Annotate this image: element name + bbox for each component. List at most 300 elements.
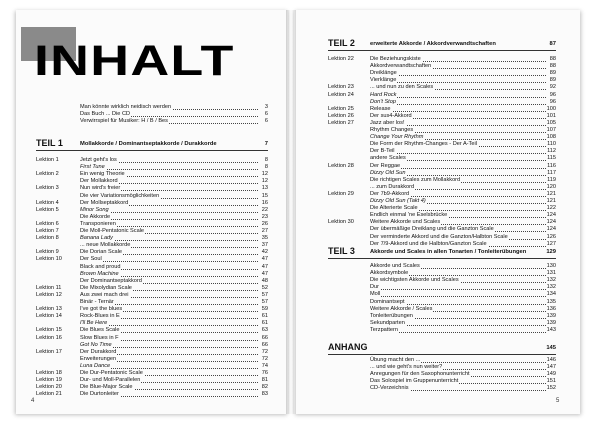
entry-page-number: 35 <box>258 235 268 242</box>
entry-page-number: 127 <box>546 240 556 247</box>
entry-title: Der B-Teil <box>370 148 395 155</box>
entry-title: Rock-Blues in E <box>80 313 120 320</box>
entry-page-number: 81 <box>258 377 268 384</box>
entry-title: Übung macht den ... <box>370 357 421 363</box>
entry-page-number: 126 <box>546 233 556 240</box>
entry-title: Die Form der Rhythm-Changes - Der A-Teil <box>370 141 477 148</box>
toc-entry <box>328 320 556 327</box>
entry-page-number: 59 <box>258 306 268 313</box>
toc-entry <box>328 364 556 371</box>
entry-page-number: 124 <box>546 219 556 226</box>
entry-page-number: 131 <box>546 270 556 277</box>
entry-page-number: 82 <box>258 384 268 391</box>
toc-entry <box>36 221 268 228</box>
entry-title: Nun wird's freier <box>80 185 121 192</box>
entry-title: Aus zwei mach drei <box>80 291 129 298</box>
entry-page-number: 13 <box>258 185 268 192</box>
entry-page-number: 117 <box>547 169 556 176</box>
entry-page-number: 88 <box>546 56 556 63</box>
toc-entry <box>328 77 556 84</box>
entry-page-number: 12 <box>258 178 268 185</box>
entry-title: Der sus4-Akkord <box>370 112 412 119</box>
toc-entry <box>36 292 268 299</box>
entry-page-number: 151 <box>546 378 556 385</box>
teil3-heading-page-number: 129 <box>546 249 556 255</box>
toc-entry <box>328 191 556 198</box>
entry-title: Der Dominantseptakkord <box>80 277 142 284</box>
toc-entry <box>36 242 268 249</box>
entry-title: Erweiterungen <box>80 355 117 362</box>
entry-page-number: 61 <box>258 313 268 320</box>
entry-page-number: 146 <box>546 357 556 363</box>
toc-entry <box>328 134 556 141</box>
entry-page-number: 61 <box>258 320 268 327</box>
toc-entry <box>328 299 556 306</box>
teil1-heading-label: TEIL 1 <box>36 138 63 148</box>
entry-title: Verwirrspiel für Musiker: H / B / Bes <box>80 118 168 125</box>
entry-page-number: 122 <box>546 205 556 212</box>
toc-entry <box>36 104 268 111</box>
entry-page-number: 100 <box>546 105 556 112</box>
book-gutter <box>286 10 296 414</box>
section-rule <box>328 354 556 355</box>
toc-entry <box>36 370 268 377</box>
entry-title: Weitere Akkorde / Scales <box>370 305 433 312</box>
section-rule <box>328 50 556 51</box>
toc-entry <box>328 170 556 177</box>
entry-title: Man könnte wirklich neidisch werden <box>80 104 172 110</box>
left-page-number: 4 <box>31 398 35 404</box>
toc-entry <box>328 70 556 77</box>
toc-entry <box>36 171 268 178</box>
lesson-label: Lektion 10 <box>36 256 62 263</box>
entry-page-number: 134 <box>546 291 556 298</box>
toc-entry <box>36 249 268 256</box>
entry-page-number: 132 <box>546 284 556 291</box>
toc-entry <box>328 92 556 99</box>
entry-title: Die Beziehungskiste <box>370 56 421 62</box>
toc-entry <box>36 327 268 334</box>
entry-title: Der verminderte Akkord und die Ganzton/Halbton Scale <box>370 233 508 240</box>
lesson-label: Lektion 4 <box>36 199 59 206</box>
entry-title: Dreiklänge <box>370 70 397 77</box>
entry-title: Die Moll-Pentatonic Scale <box>80 228 145 234</box>
entry-page-number: 121 <box>546 190 556 197</box>
toc-entry <box>36 278 268 285</box>
lesson-label: Lektion 7 <box>36 228 59 234</box>
entry-page-number: 116 <box>547 162 556 169</box>
entry-title: Binär - Ternär <box>80 299 114 305</box>
entry-title: Die Alterierte Scale <box>370 205 418 212</box>
leader-dots <box>370 153 556 154</box>
toc-entry <box>36 235 268 242</box>
toc-entry <box>36 285 268 292</box>
toc-entry <box>36 313 268 320</box>
entry-title: Der Mollakkord <box>80 178 118 185</box>
toc-entry <box>328 155 556 162</box>
toc-entry <box>328 99 556 106</box>
entry-title: Dur <box>370 284 380 291</box>
entry-title: Der 7b9-Akkord <box>370 190 410 197</box>
toc-entry <box>36 356 268 363</box>
section-rule <box>328 258 556 259</box>
entry-title: ... zum Durakkord <box>370 183 415 190</box>
entry-page-number: 89 <box>546 77 556 84</box>
entry-title: ... und nun zu den Scales <box>370 84 434 91</box>
toc-entry <box>328 219 556 226</box>
leader-dots <box>370 289 556 290</box>
teil2-heading <box>328 38 556 48</box>
entry-page-number: 66 <box>258 335 268 342</box>
toc-entry <box>328 120 556 127</box>
lesson-label: Lektion 22 <box>328 56 354 62</box>
entry-title: Dominantsept <box>370 298 405 305</box>
toc-entry <box>328 226 556 233</box>
lesson-label: Lektion 23 <box>328 84 354 91</box>
toc-entry <box>328 184 556 191</box>
toc-entry <box>328 327 556 334</box>
right-page-number: 5 <box>556 398 560 404</box>
entry-page-number: 108 <box>546 134 556 141</box>
entry-page-number: 63 <box>258 327 268 334</box>
entry-page-number: 89 <box>546 70 556 77</box>
entry-title: Release <box>370 105 391 112</box>
toc-entry <box>328 163 556 170</box>
entry-title: Die Mixolydian Scale <box>80 284 132 291</box>
entry-page-number: 8 <box>258 164 268 171</box>
entry-page-number: 72 <box>258 356 268 363</box>
entry-page-number: 107 <box>546 127 556 133</box>
entry-title: Anregungen für den Saxophonunterricht <box>370 371 470 378</box>
toc-entry <box>328 313 556 320</box>
entry-title: Got No Time <box>80 341 112 348</box>
entry-title: Die vier Variationsmöglichkeiten <box>80 192 160 199</box>
entry-page-number: 16 <box>258 200 268 207</box>
entry-title: Endlich einmal 'ne Eselsbrücke <box>370 212 448 219</box>
lesson-label: Lektion 11 <box>36 284 62 291</box>
toc-entry <box>328 385 556 392</box>
lesson-label: Lektion 15 <box>36 327 62 334</box>
entry-title: First Tune <box>80 164 105 171</box>
entry-title: andere Scales <box>370 155 406 162</box>
toc-entry <box>36 271 268 278</box>
entry-page-number: 66 <box>258 342 268 349</box>
entry-page-number: 74 <box>258 363 268 370</box>
entry-page-number: 15 <box>258 193 268 200</box>
lesson-label: Lektion 2 <box>36 171 59 178</box>
toc-entry <box>328 141 556 148</box>
entry-title: Ein wenig Theorie <box>80 171 125 178</box>
toc-entry <box>328 291 556 298</box>
teil1-heading <box>36 138 268 148</box>
toc-entry <box>36 335 268 342</box>
entry-title: Die Dur-Pentatonic Scale <box>80 370 143 376</box>
lesson-label: Lektion 13 <box>36 306 62 313</box>
toc-entry <box>36 320 268 327</box>
lesson-label: Lektion 25 <box>328 105 354 112</box>
toc-entry <box>328 148 556 155</box>
lesson-label: Lektion 24 <box>328 91 354 98</box>
toc-entry <box>36 157 268 164</box>
entry-title: I've got the blues <box>80 306 123 313</box>
entry-page-number: 130 <box>546 263 556 269</box>
entry-title: Der übermäßige Dreiklang und die Ganzton Scale <box>370 226 494 233</box>
entry-title: I'll Be Here <box>80 320 108 327</box>
toc-entry <box>328 277 556 284</box>
toc-entry <box>328 284 556 291</box>
toc-entry <box>36 200 268 207</box>
entry-title: Weitere Akkorde und Scales <box>370 219 441 226</box>
entry-title: Black and proud <box>80 263 121 270</box>
entry-title: Der Mollseptakkord <box>80 199 129 206</box>
toc-entry <box>36 299 268 306</box>
entry-page-number: 120 <box>546 183 556 190</box>
lesson-label: Lektion 28 <box>328 162 354 169</box>
entry-title: Das Solospiel im Gruppenunterricht <box>370 378 459 385</box>
entry-page-number: 139 <box>546 312 556 319</box>
lesson-label: Lektion 26 <box>328 112 354 119</box>
entry-title: Hard Rock <box>370 91 397 98</box>
entry-page-number: 105 <box>546 119 556 126</box>
teil3-heading-subtitle: Akkorde und Scales in allen Tonarten / Tonleiterübungen <box>370 249 527 255</box>
toc-entry <box>36 185 268 192</box>
entry-page-number: 52 <box>258 285 268 292</box>
section-rule <box>36 150 268 151</box>
entry-title: Change Your Rhythm <box>370 134 424 141</box>
entry-page-number: 12 <box>258 171 268 178</box>
entry-title: Die Dorian Scale <box>80 249 122 256</box>
entry-title: Transponieren <box>80 220 116 227</box>
entry-page-number: 136 <box>546 305 556 312</box>
entry-page-number: 83 <box>258 391 268 398</box>
toc-entry <box>36 349 268 356</box>
entry-title: Dizzy Old Sun <box>370 169 406 176</box>
lesson-label: Lektion 1 <box>36 157 59 163</box>
entry-title: ... und wie geht's nun weiter? <box>370 364 443 371</box>
entry-title: CD-Verzeichnis <box>370 385 409 392</box>
entry-title: Don't Stop <box>370 98 396 105</box>
toc-entry <box>36 363 268 370</box>
anhang-heading-page-number: 145 <box>546 345 556 351</box>
toc-entry <box>328 106 556 113</box>
entry-page-number: 135 <box>546 298 556 305</box>
entry-page-number: 8 <box>258 157 268 164</box>
entry-page-number: 147 <box>546 364 556 371</box>
entry-page-number: 124 <box>546 212 556 219</box>
lesson-label: Lektion 29 <box>328 190 354 197</box>
entry-title: Jazz aber los! <box>370 119 405 126</box>
entry-page-number: 112 <box>547 148 556 155</box>
entry-page-number: 110 <box>547 141 556 148</box>
entry-page-number: 47 <box>258 256 268 263</box>
toc-entry <box>36 178 268 185</box>
entry-page-number: 119 <box>547 176 556 183</box>
toc-entry <box>36 214 268 221</box>
teil2-heading-page-number: 87 <box>549 41 556 47</box>
entry-page-number: 6 <box>258 118 268 125</box>
lesson-label: Lektion 12 <box>36 291 62 298</box>
toc-entry <box>328 56 556 63</box>
entry-page-number: 149 <box>546 371 556 378</box>
lesson-label: Lektion 21 <box>36 391 62 398</box>
toc-entry <box>328 270 556 277</box>
entry-title: Der Durakkord <box>80 348 117 355</box>
entry-page-number: 27 <box>258 228 268 235</box>
toc-entry <box>36 377 268 384</box>
lesson-label: Lektion 6 <box>36 220 59 227</box>
entry-page-number: 139 <box>546 319 556 326</box>
entry-page-number: 26 <box>258 221 268 228</box>
toc-entry <box>36 207 268 214</box>
entry-page-number: 57 <box>258 292 268 299</box>
toc-entry <box>36 391 268 398</box>
leader-dots <box>370 111 556 112</box>
entry-page-number: 96 <box>546 99 556 106</box>
entry-title: Akkorde und Scales <box>370 263 420 269</box>
toc-entry <box>328 234 556 241</box>
lesson-label: Lektion 8 <box>36 235 59 242</box>
entry-page-number: 76 <box>258 370 268 377</box>
teil1-heading-page-number: 7 <box>264 141 268 147</box>
teil1-heading-subtitle: Mollakkorde / Dominantseptakkorde / Durakkorde <box>80 141 217 147</box>
toc-entry <box>36 342 268 349</box>
lesson-label: Lektion 30 <box>328 219 354 226</box>
page-title: INHALT <box>34 37 235 85</box>
entry-title: Das Buch ... Die CD <box>80 111 131 118</box>
toc-entry <box>328 371 556 378</box>
toc-entry <box>36 118 268 125</box>
entry-title: Vierklänge <box>370 77 397 84</box>
lesson-label: Lektion 20 <box>36 384 62 391</box>
lesson-label: Lektion 16 <box>36 334 62 341</box>
lesson-label: Lektion 17 <box>36 348 62 355</box>
toc-entry <box>36 193 268 200</box>
entry-title: Der Soul <box>80 256 102 263</box>
entry-page-number: 115 <box>547 155 556 162</box>
teil3-heading <box>328 246 556 256</box>
entry-title: Dur- und Moll-Parallelen <box>80 377 141 384</box>
anhang-heading <box>328 342 556 352</box>
entry-page-number: 132 <box>546 277 556 284</box>
entry-page-number: 92 <box>546 84 556 91</box>
entry-title: Brown Machine <box>80 270 119 277</box>
leader-dots <box>80 261 268 262</box>
toc-entry <box>36 306 268 313</box>
toc-entry <box>328 263 556 270</box>
toc-entry <box>36 256 268 263</box>
entry-title: Der 7/9-Akkord und die Halbton/Ganzton Scale <box>370 240 487 247</box>
leader-dots <box>80 325 268 326</box>
entry-title: Minor Song <box>80 206 109 213</box>
entry-page-number: 47 <box>258 271 268 278</box>
entry-page-number: 3 <box>258 104 268 111</box>
toc-entry <box>328 205 556 212</box>
entry-title: Sekundparten <box>370 319 405 326</box>
lesson-label: Lektion 18 <box>36 370 62 376</box>
entry-page-number: 124 <box>546 226 556 233</box>
anhang-heading-label: ANHANG <box>328 342 368 352</box>
entry-title: Der Reggae <box>370 162 401 169</box>
lesson-label: Lektion 5 <box>36 206 59 213</box>
entry-page-number: 101 <box>546 112 556 119</box>
entry-title: Terzpattern <box>370 326 398 333</box>
entry-title: Tonleiterübungen <box>370 312 413 319</box>
entry-page-number: 42 <box>258 249 268 256</box>
entry-title: Die wichtigsten Akkorde und Scales <box>370 277 459 284</box>
leader-dots <box>370 82 556 83</box>
toc-entry <box>328 127 556 134</box>
entry-page-number: 37 <box>258 242 268 249</box>
teil3-heading-label: TEIL 3 <box>328 246 355 256</box>
leader-dots <box>370 104 556 105</box>
toc-entry <box>36 164 268 171</box>
entry-page-number: 47 <box>258 264 268 271</box>
entry-title: Die richtigen Scales zum Mollakkord <box>370 176 461 183</box>
toc-entry <box>36 264 268 271</box>
leader-dots <box>370 296 556 297</box>
lesson-label: Lektion 3 <box>36 185 59 192</box>
entry-page-number: 143 <box>546 326 556 333</box>
toc-entry <box>328 84 556 91</box>
entry-title: Rhythm Changes <box>370 127 414 133</box>
toc-entry <box>328 357 556 364</box>
entry-page-number: 22 <box>258 207 268 214</box>
entry-title: ... neue Mollakkorde <box>80 242 131 249</box>
toc-entry <box>328 113 556 120</box>
lesson-label: Lektion 27 <box>328 119 354 126</box>
entry-page-number: 121 <box>546 198 556 204</box>
toc-entry <box>328 63 556 70</box>
toc-entry <box>36 228 268 235</box>
entry-title: Akkordsymbole <box>370 270 409 277</box>
toc-entry <box>328 177 556 184</box>
lesson-label: Lektion 9 <box>36 249 59 256</box>
leader-dots <box>370 75 556 76</box>
entry-title: Die Blue-Major Scale <box>80 384 133 391</box>
entry-title: Die Akkorde <box>80 213 111 220</box>
entry-title: Slow Blues in F <box>80 334 119 341</box>
entry-page-number: 6 <box>258 111 268 118</box>
entry-title: Moll <box>370 291 381 298</box>
teil2-heading-subtitle: erweiterte Akkorde / Akkordverwandtschaften <box>370 41 496 47</box>
entry-title: Die Blues Scale <box>80 327 120 334</box>
entry-title: Akkordverwandtschaften <box>370 63 432 70</box>
toc-entry <box>328 198 556 205</box>
entry-title: Dizzy Old Sun (Takt 4) <box>370 198 426 204</box>
entry-title: Jetzt geht's los <box>80 157 117 163</box>
entry-title: Banana Lady <box>80 235 113 242</box>
toc-entry <box>36 384 268 391</box>
toc-entry <box>328 378 556 385</box>
entry-page-number: 57 <box>258 299 268 306</box>
entry-page-number: 23 <box>258 214 268 221</box>
toc-entry <box>328 212 556 219</box>
lesson-label: Lektion 14 <box>36 313 62 320</box>
entry-page-number: 152 <box>546 385 556 392</box>
entry-title: Die Durtonleiter <box>80 391 119 398</box>
entry-page-number: 96 <box>546 92 556 99</box>
entry-page-number: 88 <box>546 63 556 70</box>
lesson-label: Lektion 19 <box>36 377 62 384</box>
leader-dots <box>80 169 268 170</box>
entry-title: Luna Dance <box>80 362 111 369</box>
entry-page-number: 72 <box>258 349 268 356</box>
toc-entry <box>36 111 268 118</box>
teil2-heading-label: TEIL 2 <box>328 38 355 48</box>
toc-entry <box>328 306 556 313</box>
entry-page-number: 48 <box>258 278 268 285</box>
leader-dots <box>370 97 556 98</box>
